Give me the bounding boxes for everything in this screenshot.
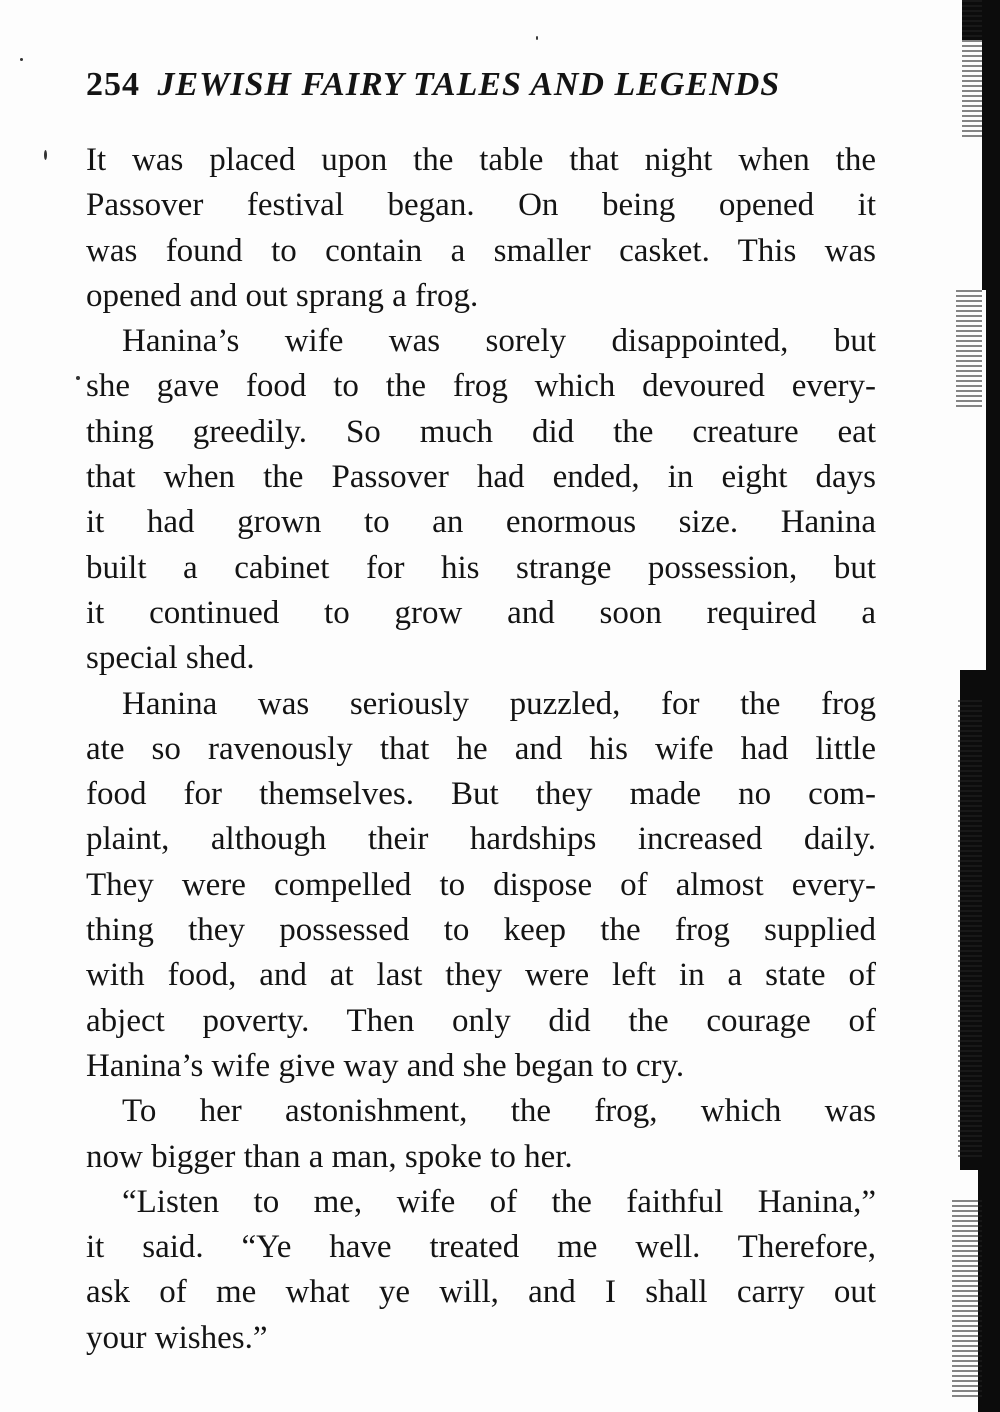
text-line: that when the Passover had ended, in eight days <box>86 459 876 496</box>
text-line: It was placed upon the table that night when the <box>86 142 876 178</box>
text-line: with food, and at last they were left in a state of <box>86 957 876 994</box>
text-line: Hanina’s wife give way and she began to cry. <box>86 1047 685 1084</box>
text-line: ate so ravenously that he and his wife had little <box>86 730 876 767</box>
text-line: special shed. <box>86 640 255 677</box>
scan-edge-shadow <box>930 0 1000 1412</box>
scan-speck <box>44 150 47 160</box>
text-line: plaint, although their hardships increased daily. <box>86 821 876 858</box>
text-line: They were compelled to dispose of almost every- <box>86 866 876 903</box>
page-number: 254 <box>86 66 140 103</box>
text-line: it had grown to an enormous size. Hanina <box>86 504 876 541</box>
text-line: thing they possessed to keep the frog supplied <box>86 912 876 949</box>
scan-speck <box>76 376 80 380</box>
text-line: was found to contain a smaller casket. This was <box>86 232 876 269</box>
text-line: she gave food to the frog which devoured every- <box>86 368 876 405</box>
text-line: opened and out sprang a frog. <box>86 277 479 314</box>
scan-speck <box>536 36 538 40</box>
body-text <box>86 138 876 1361</box>
paragraph-start-line: To her astonishment, the frog, which was <box>122 1093 876 1130</box>
running-head-title: JEWISH FAIRY TALES AND LEGENDS <box>157 66 781 103</box>
text-line: food for themselves. But they made no com- <box>86 776 876 813</box>
text-line: it said. “Ye have treated me well. Therefore, <box>86 1229 876 1266</box>
paragraph-start-line: Hanina was seriously puzzled, for the frog <box>122 685 876 722</box>
text-line: it continued to grow and soon required a <box>86 594 876 631</box>
running-header <box>86 66 876 110</box>
text-line: ask of me what ye will, and I shall carry out <box>86 1274 876 1311</box>
paragraph-start-line: Hanina’s wife was sorely disappointed, but <box>122 323 876 360</box>
text-line: now bigger than a man, spoke to her. <box>86 1138 573 1175</box>
text-line: Passover festival began. On being opened it <box>86 187 876 224</box>
scan-speck <box>20 58 23 61</box>
text-line: thing greedily. So much did the creature eat <box>86 413 876 450</box>
text-line: your wishes.” <box>86 1319 268 1356</box>
text-line: built a cabinet for his strange possession, but <box>86 549 876 586</box>
text-line: abject poverty. Then only did the courage of <box>86 1002 876 1039</box>
paragraph-start-line: “Listen to me, wife of the faithful Hanina,” <box>122 1183 876 1220</box>
